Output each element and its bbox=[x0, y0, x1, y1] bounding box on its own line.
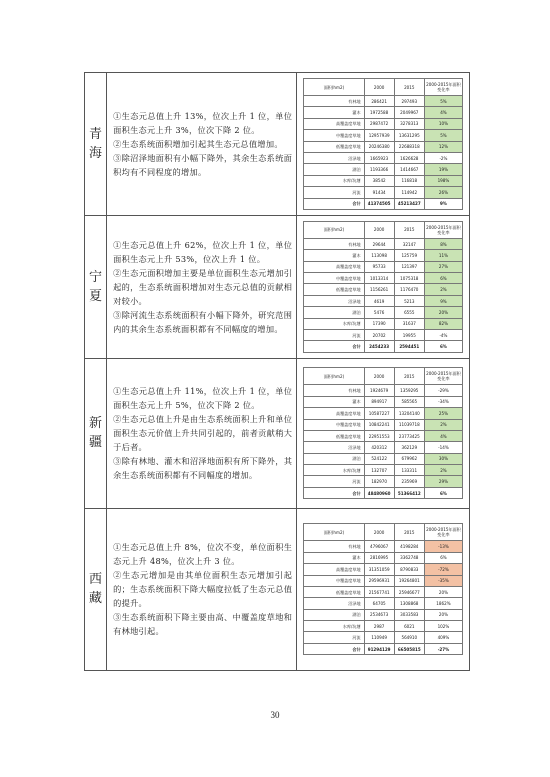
land-type-cell: 低覆盖度草地 bbox=[304, 141, 364, 152]
value-2015-cell: 8790833 bbox=[394, 564, 424, 575]
column-header: 2015 bbox=[394, 221, 424, 238]
value-2015-cell: 679962 bbox=[394, 453, 424, 464]
table-row bbox=[304, 130, 463, 141]
value-2000-cell: 20702 bbox=[364, 330, 394, 341]
province-name: 青 海 bbox=[85, 73, 107, 216]
value-2015-cell: 2049967 bbox=[394, 107, 424, 118]
value-2000-cell: 182970 bbox=[364, 476, 394, 487]
land-type-cell: 高覆盖度草地 bbox=[304, 261, 364, 272]
value-2015-cell: 362129 bbox=[394, 442, 424, 453]
table-row bbox=[304, 295, 463, 306]
value-2015-cell: 6555 bbox=[394, 307, 424, 318]
value-2000-cell: 132707 bbox=[364, 465, 394, 476]
land-type-cell: 中覆盖度草地 bbox=[304, 273, 364, 284]
area-change-table bbox=[303, 221, 463, 353]
value-2015-cell: 133311 bbox=[394, 465, 424, 476]
value-2015-cell: 125759 bbox=[394, 250, 424, 261]
province-row bbox=[85, 73, 470, 216]
value-2015-cell: 13204140 bbox=[394, 408, 424, 419]
change-rate-cell: 409% bbox=[424, 632, 462, 643]
analysis-point: ③除沼泽地面积有小幅下降外，其余生态系统面积均有不同程度的增加。 bbox=[113, 152, 293, 177]
table-row bbox=[304, 318, 463, 329]
value-2000-cell: 41374505 bbox=[364, 198, 394, 209]
change-rate-cell: 8% bbox=[424, 238, 462, 249]
value-2000-cell: 12957939 bbox=[364, 130, 394, 141]
land-type-cell: 灌木 bbox=[304, 250, 364, 261]
area-change-table bbox=[303, 523, 463, 655]
analysis-point: ②生态元总值上升是由生态系统面积上升和单位面积生态元价值上升共同引起的，前者贡献稍大于后者。 bbox=[113, 414, 293, 453]
change-rate-cell: 4% bbox=[424, 430, 462, 441]
value-2015-cell: 564910 bbox=[394, 632, 424, 643]
value-2015-cell: 114942 bbox=[394, 187, 424, 198]
province-name: 宁 夏 bbox=[85, 215, 107, 358]
value-2000-cell: 91294129 bbox=[364, 643, 394, 654]
province-name: 新 疆 bbox=[85, 358, 107, 508]
table-header-row bbox=[304, 524, 463, 541]
land-type-cell: 水库/坑塘 bbox=[304, 318, 364, 329]
change-rate-cell: 20% bbox=[424, 609, 462, 620]
land-type-cell: 低覆盖度草地 bbox=[304, 284, 364, 295]
value-2000-cell: 29596931 bbox=[364, 575, 394, 586]
value-2015-cell: 32147 bbox=[394, 238, 424, 249]
value-2000-cell: 2987 bbox=[364, 621, 394, 632]
value-2000-cell: 5476 bbox=[364, 307, 394, 318]
value-2015-cell: 3362748 bbox=[394, 552, 424, 563]
province-row bbox=[85, 215, 470, 358]
change-rate-cell: 6% bbox=[424, 341, 462, 352]
province-analysis bbox=[107, 73, 297, 216]
value-2000-cell: 110949 bbox=[364, 632, 394, 643]
value-2000-cell: 2816995 bbox=[364, 552, 394, 563]
value-2015-cell: 4198284 bbox=[394, 541, 424, 552]
table-row bbox=[304, 408, 463, 419]
table-row bbox=[304, 442, 463, 453]
land-type-cell: 水库/坑塘 bbox=[304, 175, 364, 186]
value-2000-cell: 2987472 bbox=[364, 118, 394, 129]
land-type-cell: 河流 bbox=[304, 187, 364, 198]
table-row bbox=[304, 175, 463, 186]
area-change-table-cell bbox=[297, 215, 470, 358]
table-header-row bbox=[304, 221, 463, 238]
value-2015-cell: 66505815 bbox=[394, 643, 424, 654]
table-row bbox=[304, 284, 463, 295]
land-type-cell: 河流 bbox=[304, 330, 364, 341]
value-2015-cell: 1414667 bbox=[394, 164, 424, 175]
land-type-cell: 中覆盖度草地 bbox=[304, 130, 364, 141]
land-type-cell: 湖泊 bbox=[304, 307, 364, 318]
value-2000-cell: 22951553 bbox=[364, 430, 394, 441]
change-rate-cell: -29% bbox=[424, 385, 462, 396]
column-header: 2000-2015年面积变化率 bbox=[424, 368, 462, 385]
change-rate-cell: 6% bbox=[424, 552, 462, 563]
analysis-point: ③除有林地、灌木和沼泽地面积有所下降外，其余生态系统面积都有不同幅度的增加。 bbox=[113, 456, 293, 481]
land-type-cell: 河流 bbox=[304, 632, 364, 643]
change-rate-cell: 1862% bbox=[424, 598, 462, 609]
table-row bbox=[304, 621, 463, 632]
change-rate-cell: 20% bbox=[424, 307, 462, 318]
table-row bbox=[304, 330, 463, 341]
value-2000-cell: 1013314 bbox=[364, 273, 394, 284]
land-type-cell: 合计 bbox=[304, 341, 364, 352]
value-2015-cell: 585565 bbox=[394, 396, 424, 407]
table-row bbox=[304, 598, 463, 609]
area-change-table-cell bbox=[297, 358, 470, 508]
change-rate-cell: -35% bbox=[424, 575, 462, 586]
value-2000-cell: 64705 bbox=[364, 598, 394, 609]
area-change-table bbox=[303, 78, 463, 210]
land-type-cell: 沼泽地 bbox=[304, 598, 364, 609]
land-type-cell: 湖泊 bbox=[304, 453, 364, 464]
value-2000-cell: 1665923 bbox=[364, 152, 394, 163]
column-header: 2000-2015年面积变化率 bbox=[424, 79, 462, 96]
province-name: 西 藏 bbox=[85, 508, 107, 670]
change-rate-cell: 10% bbox=[424, 118, 462, 129]
change-rate-cell: 27% bbox=[424, 261, 462, 272]
land-type-cell: 灌木 bbox=[304, 396, 364, 407]
value-2015-cell: 3033583 bbox=[394, 609, 424, 620]
value-2015-cell: 1176470 bbox=[394, 284, 424, 295]
change-rate-cell: 19% bbox=[424, 164, 462, 175]
province-analysis bbox=[107, 508, 297, 670]
table-row bbox=[304, 465, 463, 476]
land-type-cell: 合计 bbox=[304, 643, 364, 654]
table-row bbox=[304, 152, 463, 163]
value-2000-cell: 286421 bbox=[364, 96, 394, 107]
change-rate-cell: 102% bbox=[424, 621, 462, 632]
change-rate-cell: 198% bbox=[424, 175, 462, 186]
table-row bbox=[304, 575, 463, 586]
value-2015-cell: 13631295 bbox=[394, 130, 424, 141]
change-rate-cell: -34% bbox=[424, 396, 462, 407]
value-2015-cell: 22688318 bbox=[394, 141, 424, 152]
land-type-cell: 中覆盖度草地 bbox=[304, 419, 364, 430]
value-2000-cell: 420312 bbox=[364, 442, 394, 453]
land-type-cell: 沼泽地 bbox=[304, 152, 364, 163]
value-2015-cell: 45213427 bbox=[394, 198, 424, 209]
total-row bbox=[304, 341, 463, 352]
change-rate-cell: -4% bbox=[424, 330, 462, 341]
land-type-cell: 灌木 bbox=[304, 552, 364, 563]
analysis-point: ②生态元面积增加主要是单位面积生态元增加引起的，生态系统面积增加对生态元总值的贡献相对较小。 bbox=[113, 267, 293, 306]
value-2015-cell: 2594451 bbox=[394, 341, 424, 352]
analysis-point: ③除河流生态系统面积有小幅下降外，研究范围内的其余生态系统面积都有不同幅度的增加。 bbox=[113, 309, 293, 334]
value-2000-cell: 29644 bbox=[364, 238, 394, 249]
value-2000-cell: 524122 bbox=[364, 453, 394, 464]
value-2000-cell: 17390 bbox=[364, 318, 394, 329]
column-header: 面积(hm2) bbox=[304, 524, 364, 541]
value-2000-cell: 91434 bbox=[364, 187, 394, 198]
land-type-cell: 河流 bbox=[304, 476, 364, 487]
province-row bbox=[85, 358, 470, 508]
total-row bbox=[304, 198, 463, 209]
change-rate-cell: 5% bbox=[424, 96, 462, 107]
table-row bbox=[304, 632, 463, 643]
table-row bbox=[304, 107, 463, 118]
value-2015-cell: 297493 bbox=[394, 96, 424, 107]
value-2015-cell: 51366412 bbox=[394, 487, 424, 498]
value-2000-cell: 1156261 bbox=[364, 284, 394, 295]
table-row bbox=[304, 453, 463, 464]
total-row bbox=[304, 643, 463, 654]
value-2015-cell: 235969 bbox=[394, 476, 424, 487]
analysis-point: ①生态元总值上升 8%，位次不变，单位面积生态元上升 48%，位次上升 3 位。 bbox=[113, 542, 293, 567]
change-rate-cell: -2% bbox=[424, 152, 462, 163]
value-2015-cell: 121397 bbox=[394, 261, 424, 272]
column-header: 面积(hm2) bbox=[304, 221, 364, 238]
change-rate-cell: 25% bbox=[424, 408, 462, 419]
value-2000-cell: 38542 bbox=[364, 175, 394, 186]
change-rate-cell: 6% bbox=[424, 273, 462, 284]
land-type-cell: 高覆盖度草地 bbox=[304, 408, 364, 419]
table-row bbox=[304, 541, 463, 552]
value-2000-cell: 4619 bbox=[364, 295, 394, 306]
change-rate-cell: 2% bbox=[424, 465, 462, 476]
value-2015-cell: 19955 bbox=[394, 330, 424, 341]
value-2000-cell: 1924679 bbox=[364, 385, 394, 396]
value-2000-cell: 21567741 bbox=[364, 586, 394, 597]
change-rate-cell: -13% bbox=[424, 541, 462, 552]
table-row bbox=[304, 552, 463, 563]
area-change-table-cell bbox=[297, 508, 470, 670]
value-2015-cell: 6021 bbox=[394, 621, 424, 632]
change-rate-cell: 29% bbox=[424, 476, 462, 487]
value-2015-cell: 19264801 bbox=[394, 575, 424, 586]
column-header: 2015 bbox=[394, 524, 424, 541]
land-type-cell: 低覆盖度草地 bbox=[304, 430, 364, 441]
change-rate-cell: 82% bbox=[424, 318, 462, 329]
land-type-cell: 合计 bbox=[304, 198, 364, 209]
table-row bbox=[304, 261, 463, 272]
table-header-row bbox=[304, 79, 463, 96]
table-row bbox=[304, 564, 463, 575]
analysis-point: ②生态系统面积增加引起其生态元总值增加。 bbox=[113, 138, 283, 149]
change-rate-cell: 2% bbox=[424, 284, 462, 295]
value-2000-cell: 20246380 bbox=[364, 141, 394, 152]
value-2015-cell: 1626628 bbox=[394, 152, 424, 163]
value-2000-cell: 10842241 bbox=[364, 419, 394, 430]
land-type-cell: 有林地 bbox=[304, 238, 364, 249]
column-header: 面积(hm2) bbox=[304, 368, 364, 385]
value-2000-cell: 48480960 bbox=[364, 487, 394, 498]
change-rate-cell: 30% bbox=[424, 453, 462, 464]
column-header: 2000 bbox=[364, 368, 394, 385]
value-2015-cell: 1075318 bbox=[394, 273, 424, 284]
analysis-point: ③生态系统面积下降主要由高、中覆盖度草地和有林地引起。 bbox=[113, 612, 293, 637]
value-2015-cell: 31637 bbox=[394, 318, 424, 329]
column-header: 2015 bbox=[394, 79, 424, 96]
land-type-cell: 沼泽地 bbox=[304, 295, 364, 306]
table-row bbox=[304, 238, 463, 249]
land-type-cell: 水库/坑塘 bbox=[304, 621, 364, 632]
province-row bbox=[85, 508, 470, 670]
change-rate-cell: 4% bbox=[424, 107, 462, 118]
value-2015-cell: 23773425 bbox=[394, 430, 424, 441]
column-header: 2000 bbox=[364, 79, 394, 96]
value-2000-cell: 95733 bbox=[364, 261, 394, 272]
value-2015-cell: 3278313 bbox=[394, 118, 424, 129]
value-2015-cell: 116818 bbox=[394, 175, 424, 186]
value-2000-cell: 2454233 bbox=[364, 341, 394, 352]
land-type-cell: 高覆盖度草地 bbox=[304, 118, 364, 129]
value-2000-cell: 10587227 bbox=[364, 408, 394, 419]
analysis-point: ①生态元总值上升 62%，位次上升 1 位，单位面积生态元上升 53%，位次上升 1 位。 bbox=[113, 239, 293, 264]
table-row bbox=[304, 396, 463, 407]
table-row bbox=[304, 118, 463, 129]
table-row bbox=[304, 96, 463, 107]
table-row bbox=[304, 307, 463, 318]
table-row bbox=[304, 385, 463, 396]
change-rate-cell: -27% bbox=[424, 643, 462, 654]
change-rate-cell: 20% bbox=[424, 586, 462, 597]
table-row bbox=[304, 141, 463, 152]
analysis-point: ②生态元增加是由其单位面积生态元增加引起的；生态系统面积下降大幅度拉低了生态元总值的提升。 bbox=[113, 570, 293, 609]
table-row bbox=[304, 430, 463, 441]
change-rate-cell: 9% bbox=[424, 295, 462, 306]
column-header: 2015 bbox=[394, 368, 424, 385]
column-header: 2000-2015年面积变化率 bbox=[424, 221, 462, 238]
table-row bbox=[304, 476, 463, 487]
province-summary-table bbox=[84, 72, 470, 671]
change-rate-cell: -14% bbox=[424, 442, 462, 453]
value-2000-cell: 2534673 bbox=[364, 609, 394, 620]
table-row bbox=[304, 187, 463, 198]
area-change-table bbox=[303, 367, 463, 499]
area-change-table-cell bbox=[297, 73, 470, 216]
change-rate-cell: 11% bbox=[424, 250, 462, 261]
change-rate-cell: -72% bbox=[424, 564, 462, 575]
value-2015-cell: 11039718 bbox=[394, 419, 424, 430]
column-header: 2000 bbox=[364, 221, 394, 238]
value-2015-cell: 1359295 bbox=[394, 385, 424, 396]
value-2000-cell: 894917 bbox=[364, 396, 394, 407]
column-header: 2000-2015年面积变化率 bbox=[424, 524, 462, 541]
value-2000-cell: 4796067 bbox=[364, 541, 394, 552]
land-type-cell: 有林地 bbox=[304, 385, 364, 396]
land-type-cell: 湖泊 bbox=[304, 609, 364, 620]
total-row bbox=[304, 487, 463, 498]
change-rate-cell: 12% bbox=[424, 141, 462, 152]
table-header-row bbox=[304, 368, 463, 385]
land-type-cell: 高覆盖度草地 bbox=[304, 564, 364, 575]
table-row bbox=[304, 586, 463, 597]
value-2015-cell: 25946677 bbox=[394, 586, 424, 597]
analysis-point: ①生态元总值上升 11%，位次上升 1 位，单位面积生态元上升 5%，位次下降 2 位。 bbox=[113, 386, 293, 411]
column-header: 2000 bbox=[364, 524, 394, 541]
value-2015-cell: 1308868 bbox=[394, 598, 424, 609]
land-type-cell: 湖泊 bbox=[304, 164, 364, 175]
land-type-cell: 低覆盖度草地 bbox=[304, 586, 364, 597]
land-type-cell: 有林地 bbox=[304, 541, 364, 552]
table-row bbox=[304, 273, 463, 284]
table-row bbox=[304, 609, 463, 620]
land-type-cell: 合计 bbox=[304, 487, 364, 498]
value-2000-cell: 113098 bbox=[364, 250, 394, 261]
column-header: 面积(hm2) bbox=[304, 79, 364, 96]
value-2000-cell: 1972588 bbox=[364, 107, 394, 118]
change-rate-cell: 2% bbox=[424, 419, 462, 430]
table-row bbox=[304, 419, 463, 430]
land-type-cell: 沼泽地 bbox=[304, 442, 364, 453]
province-analysis bbox=[107, 215, 297, 358]
change-rate-cell: 9% bbox=[424, 198, 462, 209]
value-2000-cell: 31351059 bbox=[364, 564, 394, 575]
value-2000-cell: 1193366 bbox=[364, 164, 394, 175]
table-row bbox=[304, 250, 463, 261]
land-type-cell: 水库/坑塘 bbox=[304, 465, 364, 476]
change-rate-cell: 5% bbox=[424, 130, 462, 141]
land-type-cell: 灌木 bbox=[304, 107, 364, 118]
land-type-cell: 中覆盖度草地 bbox=[304, 575, 364, 586]
land-type-cell: 有林地 bbox=[304, 96, 364, 107]
value-2015-cell: 5213 bbox=[394, 295, 424, 306]
page-number: 30 bbox=[270, 710, 280, 720]
table-row bbox=[304, 164, 463, 175]
change-rate-cell: 6% bbox=[424, 487, 462, 498]
change-rate-cell: 26% bbox=[424, 187, 462, 198]
analysis-point: ①生态元总值上升 13%，位次上升 1 位，单位面积生态元上升 3%，位次下降 2 位。 bbox=[113, 110, 293, 135]
province-analysis bbox=[107, 358, 297, 508]
